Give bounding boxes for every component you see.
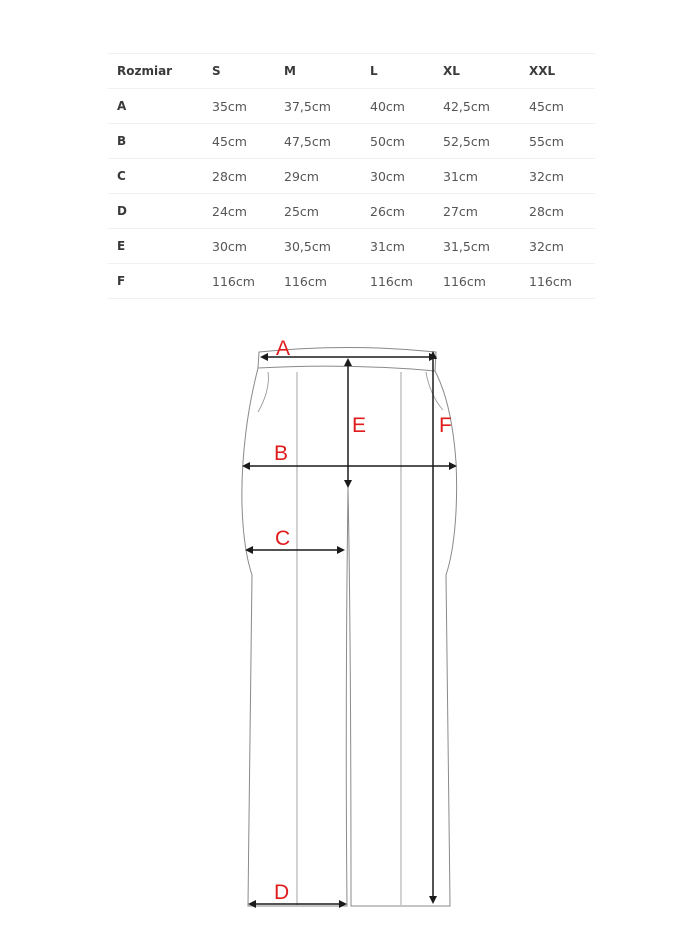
table-cell: 37,5cm (275, 89, 361, 124)
table-row-label: E (108, 229, 203, 264)
table-header-cell: M (275, 54, 361, 89)
table-cell: 27cm (434, 194, 520, 229)
table-cell: 26cm (361, 194, 434, 229)
table-header-cell: Rozmiar (108, 54, 203, 89)
table-cell: 116cm (275, 264, 361, 299)
table-header-cell: XXL (520, 54, 595, 89)
table-cell: 52,5cm (434, 124, 520, 159)
table-cell: 50cm (361, 124, 434, 159)
table-cell: 40cm (361, 89, 434, 124)
table-row-label: B (108, 124, 203, 159)
arrow-head (248, 900, 256, 908)
arrow-head (344, 358, 352, 366)
arrow-head (429, 896, 437, 904)
table-cell: 28cm (520, 194, 595, 229)
table-cell: 28cm (203, 159, 275, 194)
measure-label-f: F (439, 414, 452, 437)
table-cell: 35cm (203, 89, 275, 124)
table-header-cell: XL (434, 54, 520, 89)
measure-label-c: C (275, 527, 291, 550)
left-pocket-seam (258, 372, 268, 412)
table-cell: 116cm (203, 264, 275, 299)
table-cell: 31cm (361, 229, 434, 264)
table-cell: 25cm (275, 194, 361, 229)
table-header-cell: L (361, 54, 434, 89)
table-cell: 116cm (361, 264, 434, 299)
arrow-head (337, 546, 345, 554)
table-cell: 31,5cm (434, 229, 520, 264)
table-cell: 42,5cm (434, 89, 520, 124)
table-cell: 29cm (275, 159, 361, 194)
table-cell: 47,5cm (275, 124, 361, 159)
table-cell: 116cm (520, 264, 595, 299)
measure-label-b: B (274, 442, 289, 465)
table-cell: 45cm (203, 124, 275, 159)
table-cell: 31cm (434, 159, 520, 194)
measure-label-a: A (276, 337, 291, 360)
table-cell: 32cm (520, 159, 595, 194)
arrow-head (260, 353, 268, 361)
table-cell: 30,5cm (275, 229, 361, 264)
table-row-label: C (108, 159, 203, 194)
measure-label-e: E (352, 414, 367, 437)
arrow-head (339, 900, 347, 908)
table-cell: 30cm (361, 159, 434, 194)
table-cell: 32cm (520, 229, 595, 264)
table-cell: 45cm (520, 89, 595, 124)
table-header-cell: S (203, 54, 275, 89)
table-row-label: A (108, 89, 203, 124)
table-cell: 24cm (203, 194, 275, 229)
arrow-head (344, 480, 352, 488)
right-pocket-seam (426, 372, 443, 410)
table-row-label: D (108, 194, 203, 229)
measure-label-d: D (274, 881, 290, 904)
table-cell: 116cm (434, 264, 520, 299)
table-row-label: F (108, 264, 203, 299)
table-cell: 30cm (203, 229, 275, 264)
table-cell: 55cm (520, 124, 595, 159)
